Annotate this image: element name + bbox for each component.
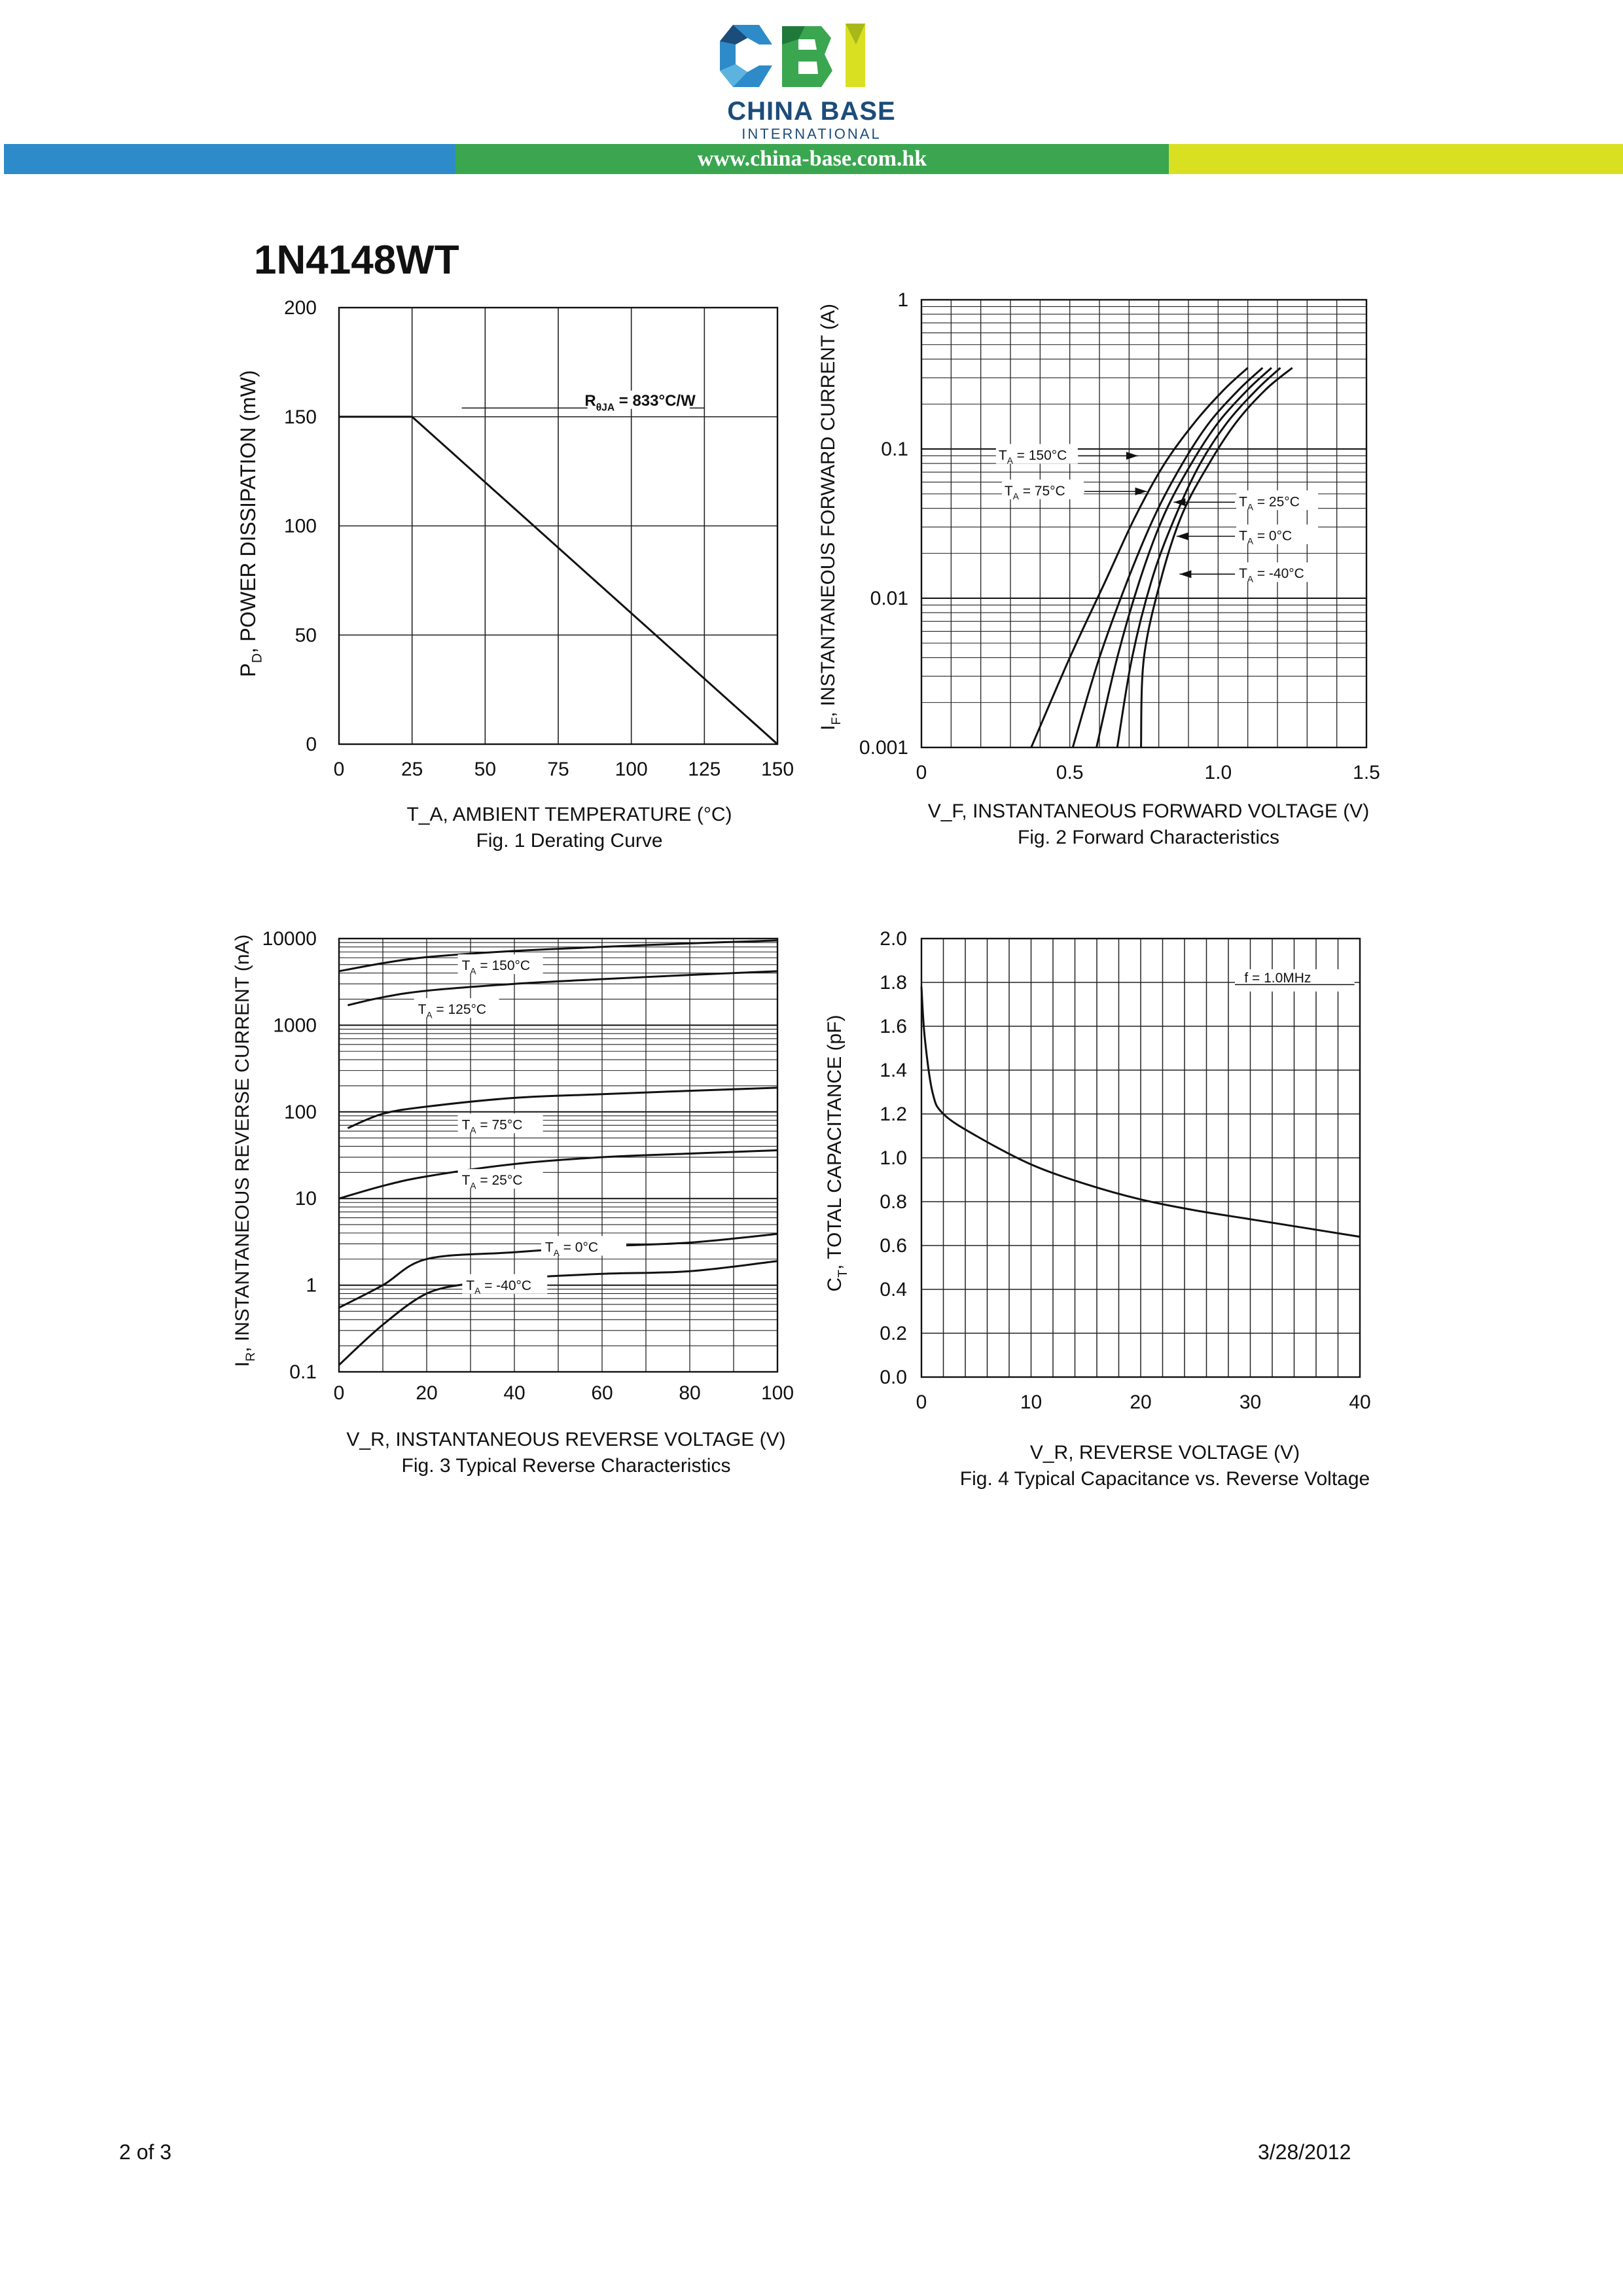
fig3-ytick: 100 [283,1101,317,1123]
fig2-xtick: 1.5 [1353,762,1380,783]
logo-letter-b-icon [782,26,832,87]
fig3-ytick: 0.1 [289,1361,317,1383]
footer-date: 3/28/2012 [1258,2140,1351,2164]
fig2-label-t-a-75-c: $T_A = 75^\circ C$ [1004,483,1065,502]
fig4-xtick: 40 [1349,1391,1371,1413]
fig4-ytick: 2.0 [880,928,907,950]
fig3-ytick: 1 [306,1274,317,1297]
website-link[interactable]: www.china-base.com.hk [697,147,927,171]
fig2-xlabel: V_F, INSTANTANEOUS FORWARD VOLTAGE (V) [927,800,1370,822]
fig1-derating-chart [236,297,794,780]
fig1-xtick: 75 [547,759,569,780]
fig4-ytick: 0.6 [880,1235,907,1257]
fig3-xtick: 0 [333,1382,345,1404]
fig2-forward-chart [817,289,1380,783]
fig3-ytick: 1000 [273,1014,317,1037]
fig2-arrow-head [1177,532,1188,540]
fig4-caption [916,1440,1414,1492]
fig2-label-t-a-150-c: $T_A = 150^\circ C$ [998,448,1067,466]
fig3-label-t-a-150-c: $T_A = 150^\circ C$ [461,958,531,977]
fig2-plot [921,300,1366,747]
fig4-ytick: 1.4 [880,1060,907,1081]
fig4-xtick: 0 [916,1391,927,1413]
fig4-ytick: 0.0 [880,1367,907,1388]
fig3-xtick: 60 [591,1382,613,1404]
fig4-xtick: 10 [1020,1391,1043,1413]
company-name: CHINA BASE [727,97,896,126]
fig2-label-t-a-40-c: $T_A = -40^\circ C$ [1239,566,1304,584]
fig3-label-t-a-75-c: $T_A = 75^\circ C$ [461,1117,523,1136]
fig4-annotation: f = 1.0MHz [1244,971,1311,986]
fig2-curve-t-a-150-c [1031,368,1248,747]
band-blue [4,144,455,174]
fig1-xtick: 50 [474,759,497,780]
fig4-ytick: 0.4 [880,1279,907,1300]
fig4-ytick: 1.0 [880,1147,907,1169]
band-yellow [1169,144,1623,174]
fig2-xtick: 0 [916,762,927,783]
fig2-xtick: 0.5 [1056,762,1084,783]
fig1-xtick: 25 [401,759,423,780]
fig3-reverse-chart [232,928,794,1404]
fig4-title: Fig. 4 Typical Capacitance vs. Reverse Voltage [959,1468,1370,1490]
fig4-ytick: 1.2 [880,1103,907,1125]
fig1-plot [339,308,777,744]
fig1-xtick: 0 [333,759,345,780]
fig3-label-t-a-25-c: $T_A = 25^\circ C$ [461,1173,523,1191]
fig3-title: Fig. 3 Typical Reverse Characteristics [401,1455,731,1477]
fig3-label-t-a-0-c: $T_A = 0^\circ C$ [544,1240,599,1258]
part-number-title: 1N4148WT [254,238,459,283]
fig1-title: Fig. 1 Derating Curve [476,830,663,852]
fig1-ylabel: $P_D$, POWER DISSIPATION (mW) [236,370,265,677]
fig2-ylabel: $I_F$, INSTANTANEOUS FORWARD CURRENT (A) [817,304,844,730]
fig1-xtick: 150 [760,759,794,780]
page-number: 2 of 3 [119,2140,172,2164]
fig2-label-t-a-25-c: $T_A = 25^\circ C$ [1239,494,1300,512]
fig1-xtick: 125 [688,759,721,780]
logo-letter-c-icon [720,25,772,87]
fig2-title: Fig. 2 Forward Characteristics [1017,827,1280,848]
fig2-label-t-a-0-c: $T_A = 0^\circ C$ [1239,528,1293,547]
fig1-ytick: 200 [283,297,317,319]
fig3-curve-t-a-125-c [348,971,777,1005]
fig3-xtick: 40 [503,1382,526,1404]
fig2-caption [903,798,1394,851]
fig4-ytick: 1.8 [880,972,907,994]
fig3-xtick: 20 [416,1382,438,1404]
fig3-xlabel: V_R, INSTANTANEOUS REVERSE VOLTAGE (V) [346,1429,786,1450]
fig3-ytick: 10 [294,1188,317,1210]
fig4-xtick: 20 [1130,1391,1152,1413]
fig1-ytick: 150 [283,406,317,428]
fig2-xtick: 1.0 [1204,762,1232,783]
fig1-caption [340,802,798,854]
fig4-capacitance-chart [824,928,1371,1413]
fig3-xtick: 100 [760,1382,794,1404]
fig2-ytick: 0.001 [859,737,908,759]
fig4-ylabel: $C_T$, TOTAL CAPACITANCE (pF) [824,1014,850,1292]
logo-letter-i-icon [846,24,865,87]
fig1-ytick: 100 [283,515,317,537]
fig3-plot [339,939,777,1372]
fig4-plot [921,939,1360,1377]
fig1-ytick: 0 [306,734,317,755]
company-logo [707,18,916,100]
fig3-label-t-a-40-c: $T_A = -40^\circ C$ [466,1278,532,1297]
fig1-xtick: 100 [615,759,648,780]
fig2-arrow-head [1179,570,1191,578]
fig2-frame [921,300,1366,747]
fig4-ytick: 1.6 [880,1016,907,1037]
fig3-xtick: 80 [679,1382,701,1404]
fig4-ytick: 0.8 [880,1191,907,1213]
fig2-curve-t-a-25-c [1097,368,1272,747]
fig2-ytick: 0.01 [870,588,908,609]
fig2-ytick: 0.1 [881,439,908,460]
fig1-annotation: $R_{\theta JA} = 833^\circ C/W$ [584,392,696,414]
header-color-band [4,144,1623,174]
fig1-ytick: 50 [294,624,317,647]
fig3-ytick: 10000 [262,928,317,950]
band-green [455,144,1169,174]
fig3-label-t-a-125-c: $T_A = 125^\circ C$ [418,1002,487,1020]
fig3-caption [327,1427,805,1479]
fig3-ylabel: $I_R$, INSTANTANEOUS REVERSE CURRENT (nA) [232,934,258,1367]
fig4-xlabel: V_R, REVERSE VOLTAGE (V) [1029,1442,1300,1463]
fig1-xlabel: T_A, AMBIENT TEMPERATURE (°C) [406,804,732,825]
fig2-arrow-head [1126,452,1138,459]
fig3-curve-t-a-75-c [348,1088,777,1128]
fig2-ytick: 1 [897,289,908,311]
fig4-ytick: 0.2 [880,1323,907,1344]
fig4-xtick: 30 [1239,1391,1262,1413]
company-subtitle: INTERNATIONAL [741,126,882,142]
